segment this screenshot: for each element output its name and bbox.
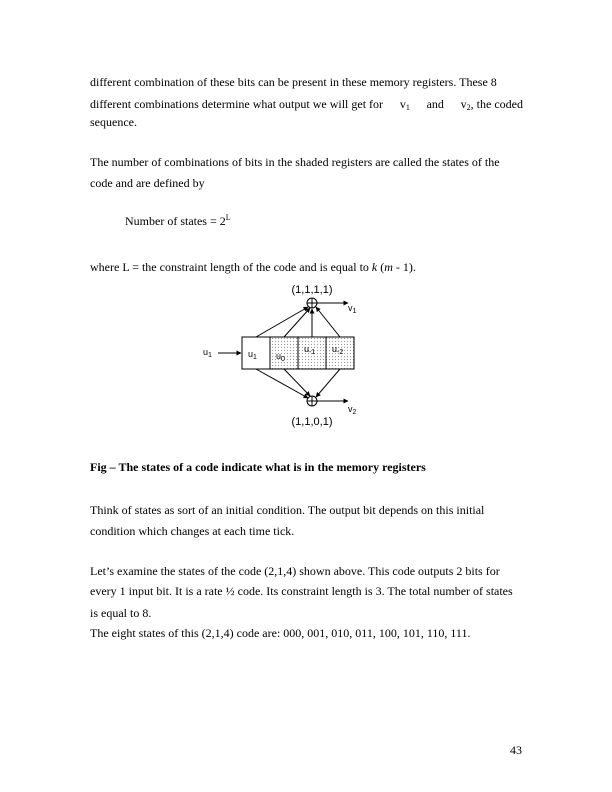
bottom-tap-u1: [256, 369, 308, 398]
input-label: $u_1$: [203, 347, 212, 359]
para4-line3: is equal to 8.: [90, 606, 152, 620]
top-tap-u0: [284, 308, 310, 337]
page-number: 43: [510, 743, 522, 757]
top-adder-label: (1,1,1,1): [291, 284, 333, 296]
para4-line2: every 1 input bit. It is a rate ½ code. Its constraint length is 3. The total number of states: [90, 584, 513, 598]
top-tap-u-2: [316, 307, 340, 337]
register-label-u-2: $u_{-2}$: [332, 344, 344, 356]
v2-symbol: $v_2$, the coded: [460, 97, 523, 112]
register-u0: [270, 337, 298, 369]
para3-line1: Think of states as sort of an initial condition. The output bit depends on this initial: [90, 503, 485, 517]
register-label-u1: $u_1$: [248, 349, 257, 361]
para1-line2: different combinations determine what output we will get for $v_1$ and $v_2$, the coded: [90, 97, 523, 112]
figure-caption: Fig – The states of a code indicate what is in the memory registers: [90, 460, 426, 474]
bottom-tap-u-2: [316, 369, 340, 397]
states-formula: Number of states = $2^L$: [125, 213, 231, 228]
para1-line1: different combination of these bits can be present in these memory registers. These 8: [90, 75, 497, 89]
para1-line3: sequence.: [90, 115, 137, 129]
bottom-adder-label: (1,1,0,1): [291, 416, 333, 428]
register-label-u0: $u_0$: [276, 351, 285, 363]
para3-line2: condition which changes at each time tick.: [90, 524, 295, 538]
convolutional-encoder-diagram: [190, 280, 380, 430]
para4-line1: Let’s examine the states of the code (2,1,4) shown above. This code outputs 2 bits for: [90, 564, 500, 578]
para2-line1: The number of combinations of bits in the shaded registers are called the states of the: [90, 155, 500, 169]
register-label-u-1: $u_{-1}$: [304, 344, 316, 356]
register-u1: [242, 337, 270, 369]
para2-line2: code and are defined by: [90, 176, 205, 190]
top-tap-u1: [256, 307, 308, 337]
constraint-definition: where L = the constraint length of the code and is equal to k (m - 1).: [90, 260, 416, 274]
output-v1-label: $v_1$: [348, 303, 357, 315]
output-v2-label: $v_2$: [348, 404, 357, 416]
para4-line4: The eight states of this (2,1,4) code are: 000, 001, 010, 011, 100, 101, 110, 111.: [90, 626, 471, 640]
v1-symbol: $v_1$: [399, 97, 410, 112]
